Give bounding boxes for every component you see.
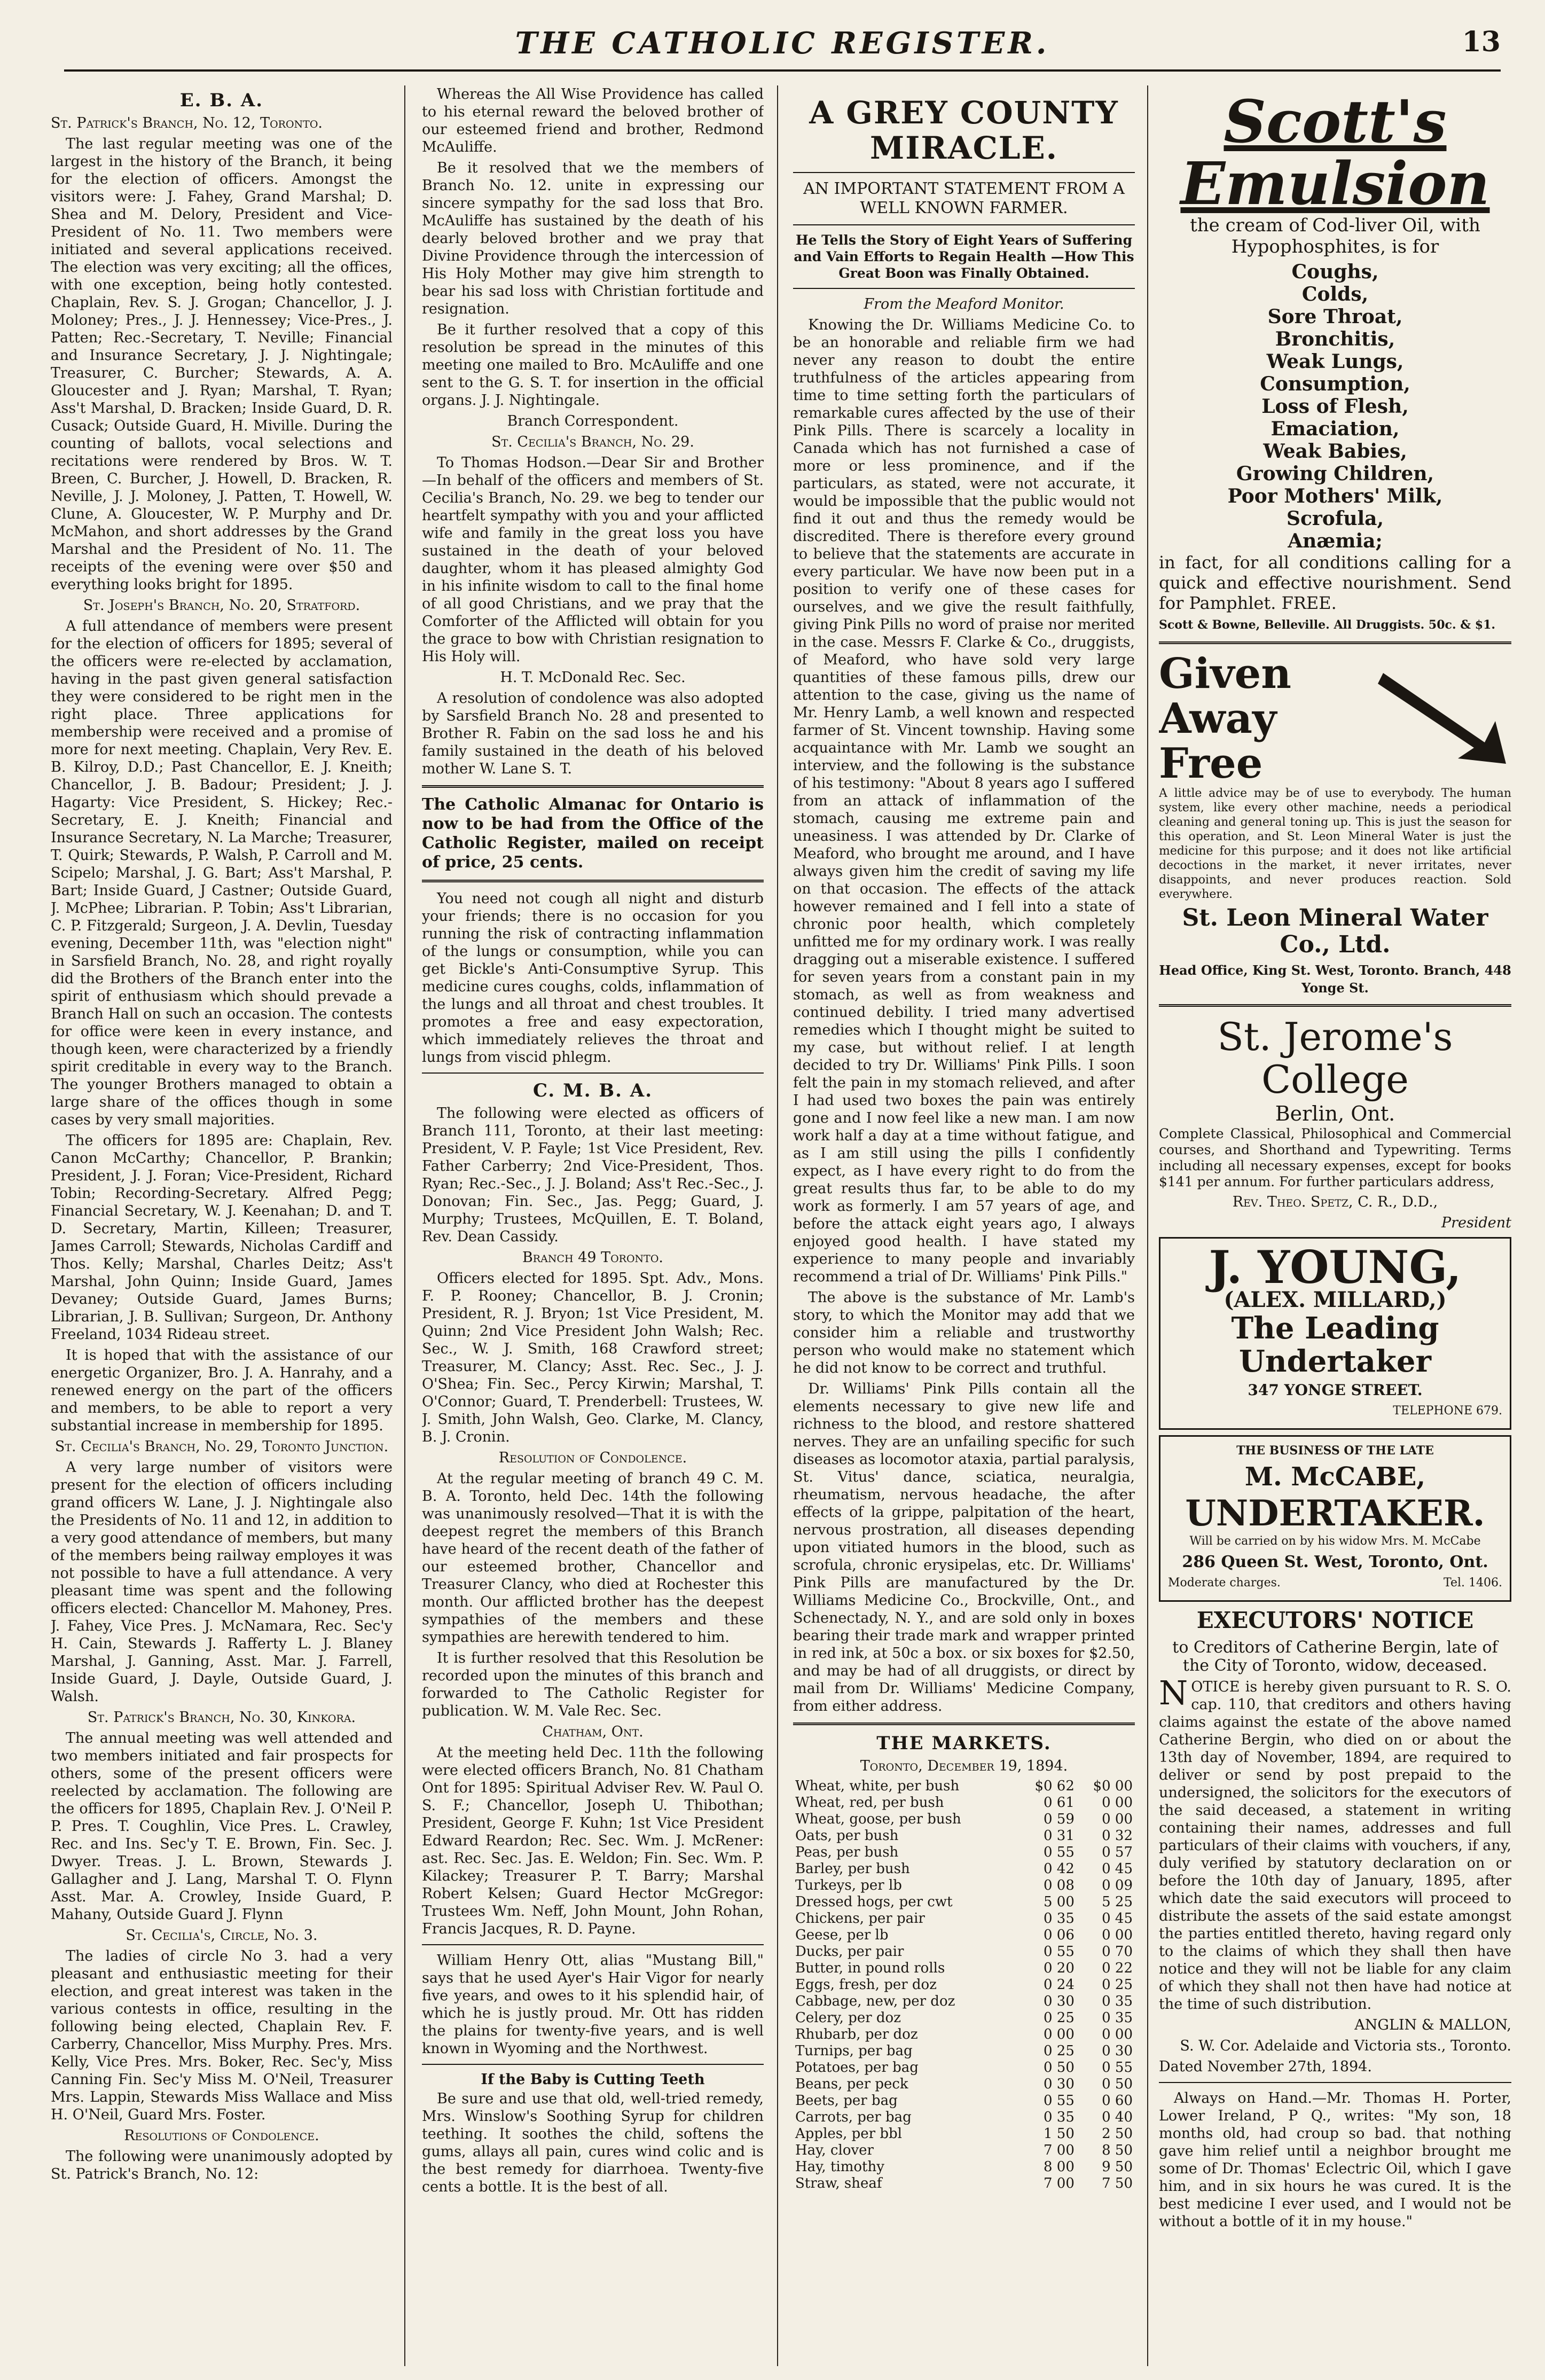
market-price: 0 57 (1102, 1844, 1133, 1860)
market-price: 0 55 (1044, 2093, 1075, 2109)
market-row (793, 1894, 1135, 1911)
article-paragraph: Knowing the Dr. Williams Medicine Co. to be an honorable and reliable firm we had never any reason to doubt the entire truthfulness of the articles appearing from time to time setting forth the particulars of remarkable cures affected by the use of their Pink Pills. There is scarcely a locality in Canada which has not furnished a case of more or less prominence, and if the particulars, as stated, were not accurate, it would be impossible that the public would not find it out and thus the remedy would be discredited. There is therefore every ground to believe that the statements are accurate in every particular. We have now been put in a position to verify one of these cases for ourselves, and we give the result faithfully, giving Pink Pills no word of praise nor merited in the case. Messrs F. Clarke & Co., druggists, of Meaford, who have sold very large quantities of these famous pills, drew our attention to the case, giving us the name of Mr. Henry Lamb, a well known and respected farmer of St. Vincent township. Having some acquaintance with Mr. Lamb we sought an interview, and the following is the substance of his testimony: "About 8 years ago I suffered from an attack of inflammation of the stomach, causing me extreme pain and uneasiness. I was attended by Dr. Clarke of Meaford, who brought me around, and I have always given him the credit of saving my life on that occasion. The effects of the attack however remained and I fell into a state of chronic poor health, which completely unfitted me for my ordinary work. I was really dragging out a miserable existence. I suffered for seven years from a constant pain in my stomach, as well as from weakness and continued debility. I tried many advertised remedies which I thought might be suited to my case, but without relief. I at length decided to try Dr. Williams' Pink Pills. I soon felt the pain in my stomach relieved, and after I had used two boxes the pain was entirely gone and I now feel like a new man. I am now work half a day at a time without fatigue, and as I am still using the pills I confidently expect, as I have every right to do from the great results thus far, to be able to do my work as formerly. I am 57 years of age, and before the attack eight years ago, I always enjoyed good health. I have stated my experience to many people and invariably recommend a trial of Dr. Williams' Pink Pills." (793, 317, 1135, 1285)
market-price: 0 22 (1102, 1960, 1133, 1976)
market-row (793, 1977, 1135, 1993)
mccabe-undertaker: UNDERTAKER. (1185, 1492, 1485, 1534)
article-paragraph: It is hoped that with the assistance of our energetic Organizer, Bro. J. A. Hanrahy, and a renewed energy on the part of the officers and members, to be able to report a very substantial increase in membership for 1895. (51, 1347, 393, 1434)
ailment-item: Consumption, (1260, 373, 1410, 395)
market-price: 0 45 (1102, 1911, 1133, 1927)
market-price: 7 00 (1044, 2175, 1075, 2191)
market-row (793, 1927, 1135, 1944)
mccabe-top: THE BUSINESS OF THE LATE (1236, 1444, 1434, 1458)
divider (793, 224, 1135, 225)
st-leon-address: Head Office, King St. West, Toronto. Branch, 448 Yonge St. (1159, 962, 1511, 996)
market-price: 0 55 (1102, 2060, 1133, 2076)
given-word: Given (1159, 649, 1291, 698)
mccabe-ad (1159, 1435, 1511, 1602)
executors-notice-title: EXECUTORS' NOTICE (1196, 1607, 1474, 1633)
ailment-item: Coughs, (1291, 261, 1379, 283)
young-tagline: The Leading Undertaker (1231, 1311, 1439, 1379)
market-item: Hay, clover (795, 2142, 874, 2158)
ailment-item: Weak Babies, (1263, 440, 1407, 463)
scotts-tail: in fact, for all conditions calling for a quick and effective nourishment. Send for Pamphlet. FREE. (1159, 552, 1511, 613)
ailment-item: Sore Throat, (1267, 306, 1403, 328)
market-row (793, 2093, 1135, 2109)
article-paragraph: Be it resolved that we the members of Branch No. 12. unite in expressing our sincere sympathy for the sad loss that Bro. McAuliffe has sustained by the death of his dearly beloved brother and we pray that Divine Providence through the intercession of His Holy Mother may give him strength to bear his sad loss with Christian fortitude and resignation. (422, 160, 764, 317)
market-price: 5 00 (1044, 1894, 1075, 1910)
column-2 (422, 85, 764, 2377)
market-price: 2 50 (1102, 2126, 1133, 2142)
divider (1159, 641, 1511, 644)
branch-heading: Chatham, Ont. (542, 1724, 644, 1740)
market-item: Straw, sheaf (795, 2175, 882, 2191)
article-paragraph: The following were elected as officers of Branch 111, Toronto, at their last meeting: President, V. P. Fayle; 1st Vice President, Rev. Father Carberry; 2nd Vice-President, Thos. Ryan; Rec.-Sec., J. J. Boland; Ass't Rec.-Sec., J. Donovan; Fin. Sec., Jas. Pegg; Guard, J. Murphy; Trustees, McQuillen, E. T. Boland, Rev. Dean Cassidy. (422, 1105, 764, 1245)
article-paragraph: Whereas the All Wise Providence has called to his eternal reward the beloved brother of our esteemed friend and brother, Redmond McAuliffe. (422, 86, 764, 155)
market-price: 0 31 (1044, 1828, 1075, 1844)
article-paragraph: To Thomas Hodson.—Dear Sir and Brother —In behalf of the officers and members of St. Cecilia's Branch, No. 29. we beg to tender our heartfelt sympathy with you and your afflicted wife and family in the great loss you have sustained in the death of your beloved daughter, whom it has pleased almighty God in his infinite wisdom to call to the final home of all good Christians, and we pray that the Comforter of the Afflicted will obtain for you the grace to bow with Christian resignation to His Holy will. (422, 455, 764, 665)
section-subheading: Resolution of Condolence. (498, 1450, 687, 1466)
section-heading-cmba: C. M. B. A. (532, 1080, 653, 1101)
st-jeromes-signature: Rev. Theo. Spetz, C. R., D.D., (1232, 1194, 1438, 1210)
divider (1159, 1004, 1511, 1007)
market-price: 0 55 (1044, 1944, 1075, 1960)
mccabe-charges: Moderate charges. (1168, 1576, 1281, 1590)
article-paragraph: At the meeting held Dec. 11th the following were elected officers Branch, No. 81 Chatham Ont for 1895: Spiritual Adviser Rev. W. Paul O. S. F.; Chancellor, Joseph U. Thibothan; President, George F. Kuhn; 1st Vice President Edward Reardon; Rec. Sec. Wm. J. McRener: ast. Rec. Sec. Jas. E. Weldon; Fin. Sec. Wm. P. Kilackey; Treasurer P. T. Barry; Marshal Robert Kelsen; Guard Hector McGregor: Trustees Wm. Neff, John Mount, John Rohan, Francis Jacques, R. D. Payne. (422, 1744, 764, 1937)
market-price: 0 42 (1044, 1861, 1075, 1877)
ailment-item: Loss of Flesh, (1261, 395, 1409, 418)
market-item: Turkeys, per lb (795, 1877, 902, 1893)
executors-date: Dated November 27th, 1894. (1159, 2058, 1372, 2075)
market-item: Beans, per peck (795, 2076, 908, 2092)
market-price: 0 06 (1044, 1927, 1075, 1943)
st-leon-name: St. Leon Mineral Water Co., Ltd. (1182, 904, 1488, 958)
market-row (793, 1811, 1135, 1828)
executors-notice-text: NOTICE is hereby given pursuant to R. S. O. cap. 110, that creditors and others having claims against the estate of the above named Catherine Bergin, who died on or about the 13th day of November, 1894, are required to deliver or send by post prepaid to the undersigned, the solicitors for the executors of the said deceased, a statement in writing containing their names, addresses and full particulars of their claims with vouchers, if any, duly verified by statutory declaration on or before the 10th day of January, 1895, after which date the said executors will proceed to distribute the assets of the said estate amongst the parties entitled thereto, having regard only to the claims of which they shall then have notice and they will not be liable for any claim of which they shall not then have had notice at the time of such distribution. (1159, 1673, 1511, 2013)
section-subheading: Resolutions of Condolence. (124, 2127, 319, 2144)
article-headline: A GREY COUNTY MIRACLE. (809, 95, 1119, 166)
almanac-notice: The Catholic Almanac for Ontario is now to be had from the Office of the Catholic Register, mailed on receipt of price, 25 cents. (422, 795, 764, 872)
young-sub: (ALEX. MILLARD,) (1224, 1287, 1447, 1312)
market-price: 0 45 (1102, 1861, 1133, 1877)
article-paragraph: Officers elected for 1895. Spt. Adv., Mons. F. P. Rooney; Chancellor, B. J. Cronin; President, R. J. Bryon; 1st Vice President, M. Quinn; 2nd Vice President John Walsh; Rec. Sec., W. J. Smith, 168 Crawford street; Treasurer, M. Clancy; Asst. Rec. Sec., J. J. O'Shea; Fin. Sec., Percy Kirwin; Marshal, T. O'Connor; Guard, T. Prenderbell: Trustees, W. J. Smith, John Walsh, Geo. Clarke, M. Clancy, B. J. Cronin. (422, 1270, 764, 1445)
column-rule (1147, 85, 1148, 2366)
advertisement-soothing-syrup: Be sure and use that old, well-tried remedy, Mrs. Winslow's Soothing Syrup for children teething. It soothes the child, softens the gums, allays all pain, cures wind colic and is the best remedy for diarrhoea. Twenty-five cents a bottle. It is the best of all. (422, 2091, 764, 2195)
article-subheadline: AN IMPORTANT STATEMENT FROM A WELL KNOWN FARMER. (803, 179, 1125, 217)
divider (793, 288, 1135, 289)
divider (793, 172, 1135, 173)
market-item: Wheat, red, per bush (795, 1795, 944, 1811)
market-item: Geese, per lb (795, 1927, 889, 1943)
market-price: 0 00 (1102, 1795, 1133, 1811)
eclectric-oil-ad: Always on Hand.—Mr. Thomas H. Porter, Lower Ireland, P Q., writes: "My son, 18 months old, had croup so bad. that nothing gave him relief until a neighbor brought me some of Dr. Thomas' Eclectric Oil, which I gave him, and in six hours he was cured. It is the best medicine I ever used, and I would not be without a bottle of it in my house." (1159, 2090, 1511, 2230)
divider (422, 880, 764, 882)
market-row (793, 2175, 1135, 2192)
ailment-item: Bronchitis, (1275, 328, 1395, 350)
market-price: 0 00 (1102, 2026, 1133, 2042)
market-item: Turnips, per bag (795, 2043, 913, 2059)
ailment-item: Scrofula, (1286, 507, 1384, 530)
market-row (793, 1960, 1135, 1977)
article-paragraph: The officers for 1895 are: Chaplain, Rev. Canon McCarthy; Chancellor, P. Brankin; President, J. J. Foran; Vice-President, Richard Tobin; Recording-Secretary. Alfred Pegg; Financial Secretary, W. J. Keenahan; D. and T. D. Secretary, Martin, Killeen; Treasurer, James Carroll; Stewards, Nicholas Cardiff and Thos. Kelly; Marshal, Charles Deitz; Ass't Marshal, John Quinn; Inside Guard, James Devaney; Outside Guard, James Burns; Librarian, J. B. Sullivan; Surgeon, Dr. Anthony Freeland, 1034 Rideau street. (51, 1132, 393, 1343)
market-item: Eggs, fresh, per doz (795, 1977, 937, 1993)
market-price: 0 59 (1044, 1811, 1075, 1827)
market-price: 0 32 (1102, 1828, 1133, 1844)
branch-heading: St. Cecilia's, Circle, No. 3. (126, 1927, 318, 1944)
article-paragraph: The last regular meeting was one of the largest in the history of the Branch, it being for the election of officers. Amongst the visitors were: J. Fahey, Grand Marshal; D. Shea and M. Delory, President and Vice-President of No. 11. Two members were initiated and several applications received. The election was very exciting; all the offices, with one exception, being hotly contested. Chaplain, Rev. S. J. Grogan; Chancellor, J. J. Moloney; Pres., J. J. Hennessey; Vice-Pres., J. Patten; Rec.-Secretary, T. Neville; Financial and Insurance Secretary, J. J. Nightingale; Treasurer, C. Burcher; Stewards, A. A. Gloucester and J. Ryan; Marshal, T. Ryan; Ass't Marshal, D. Bracken; Inside Guard, D. R. Cusack; Outside Guard, H. Miville. During the counting of ballots, vocal selections and recitations were rendered by Bros. W. T. Breen, C. Burcher, J. Howell, D. Bracken, R. Neville, J. J. Moloney, J. Patten, T. Howell, W. Clune, A. Gloucester, W. P. Murphy and Dr. McMahon, and short addresses by the Grand Marshal and the President of No. 11. The receipts of the evening were over $50 and everything looks bright for 1895. (51, 136, 393, 593)
market-price: 7 50 (1102, 2175, 1133, 2191)
st-jeromes-title: St. Jerome's College (1217, 1014, 1453, 1102)
market-price: 0 20 (1044, 1960, 1075, 1976)
article-paragraph: A very large number of visitors were present for the election of officers including grand officers W. Lane, J. J. Nightingale also the Presidents of No. 11 and 12, in addition to a very good attendance of members, but many of the members being railway employes it was not possible to have a full attendance. A very pleasant time was spent and the following officers elected: Chancellor M. Mahoney, Pres. J. Fahey, Vice Pres. J. McNamara, Rec. Sec'y H. Cain, Stewards J. Rafferty L. J. Blaney Marshal, J. Ganning, Asst. Mar. J. Farrell, Inside Guard, J. Dayle, Outside Guard, J. Walsh. (51, 1459, 393, 1705)
advertisement-syrup: You need not cough all night and disturb your friends; there is no occasion for you running the risk of contracting inflammation of the lungs or consumption, while you can get Bickle's Anti-Consumptive Syrup. This medicine cures coughs, colds, inflammation of the lungs and all throat and chest troubles. It promotes a free and easy expectoration, which immediately relieves the throat and lungs from viscid phlegm. (422, 890, 764, 1066)
section-heading-eba: E. B. A. (179, 90, 264, 111)
market-item: Rhubarb, per doz (795, 2026, 918, 2042)
arrow-icon (1378, 662, 1506, 764)
branch-heading: St. Cecilia's Branch, No. 29. (491, 434, 694, 450)
market-price: 0 00 (1044, 2026, 1075, 2042)
given-text: A little advice may be of use to everybody. The human system, like every other machine, needs a periodical cleaning and general toning up. This is just the season for this operation, and St. Leon Mineral Water is just the medicine for this purpose; and it does not like artificial decoctions in the market, it never irritates, never disappoints, and never produces reaction. Sold everywhere. (1159, 787, 1511, 901)
market-item: Celery, per doz (795, 2010, 901, 2026)
market-price: 0 70 (1102, 1944, 1133, 1960)
column-3 (793, 85, 1135, 2377)
market-price: 0 00 (1102, 1811, 1133, 1827)
away-word: Away (1159, 694, 1277, 743)
branch-heading: Branch 49 Toronto. (522, 1249, 664, 1266)
market-price: 7 00 (1044, 2142, 1075, 2158)
ailment-item: Growing Children, (1236, 463, 1434, 485)
mccabe-name: M. McCABE, (1244, 1462, 1426, 1492)
st-jeromes-text: Complete Classical, Philosophical and Commercial courses, and Shorthand and Typewriting. Terms including all necessary expenses, except for books $141 per annum. For further particulars address, (1159, 1126, 1511, 1189)
column-rule (404, 85, 405, 2366)
markets-table (793, 1778, 1135, 2192)
executors-address: S. W. Cor. Adelaide and Victoria sts., Toronto. (1180, 2038, 1511, 2054)
mccabe-text: Will be carried on by his widow Mrs. M. McCabe (1189, 1535, 1481, 1548)
market-price: 0 50 (1102, 2076, 1133, 2092)
ailment-list (1159, 261, 1511, 552)
market-row (793, 2076, 1135, 2093)
article-source: From the Meaford Monitor. (864, 296, 1064, 312)
divider (793, 1723, 1135, 1725)
market-price: 0 61 (1044, 1795, 1075, 1811)
market-price: 8 50 (1102, 2142, 1133, 2158)
column-1 (51, 85, 393, 2377)
st-jeromes-city: Berlin, Ont. (1275, 1102, 1395, 1125)
market-item: Beets, per bag (795, 2093, 898, 2109)
market-item: Chickens, per pair (795, 1911, 925, 1927)
article-paragraph: It is further resolved that this Resolution be recorded upon the minutes of this branch and forwarded to The Catholic Register for publication. W. M. Vale Rec. Sec. (422, 1650, 764, 1719)
signature: H. T. McDonald Rec. Sec. (500, 669, 686, 686)
article-paragraph: The annual meeting was well attended and two members initiated and fair prospects for others, some of the present officers were reelected by acclamation. The following are the officers for 1895, Chaplain Rev. J. O'Neil P. P. Pres. T. Coughlin, Vice Pres. L. Crawley, Rec. and Ins. Sec'y T. E. Brown, Fin. Sec. J. Dwyer. Treas. J. L. Brown, Stewards J. Gallagher and J. Lang, Marshal T. O. Flynn Asst. Mar. A. Crowley, Inside Guard, P. Mahany, Outside Guard J. Flynn (51, 1730, 393, 1923)
article-paragraph: Dr. Williams' Pink Pills contain all the elements necessary to give new life and richness to the blood, and restore shattered nerves. They are an unfailing specific for such diseases as locomotor ataxia, partial paralysis, St. Vitus' dance, sciatica, neuralgia, rheumatism, nervous headache, the after effects of la grippe, palpitation of the heart, nervous prostration, all diseases depending upon vitiated humors in the blood, such as scrofula, chronic erysipelas, etc. Dr. Williams' Pink Pills are manufactured by the Dr. Williams Medicine Co., Brockville, Ont., and Schenectady, N. Y., and are sold only in boxes bearing their trade mark and wrapper printed in red ink, at 50c a box. or six boxes for $2.50, and may be had of all druggists, or direct by mail from Dr. Williams' Medicine Company, from either address. (793, 1381, 1135, 1714)
market-price: 0 30 (1044, 1993, 1075, 2009)
advertisement-heading: If the Baby is Cutting Teeth (481, 2071, 705, 2088)
market-price: 0 25 (1044, 2010, 1075, 2026)
markets-date: Toronto, December 19, 1894. (860, 1758, 1068, 1774)
market-row (793, 1844, 1135, 1861)
market-row (793, 1828, 1135, 1844)
column-rule (777, 85, 778, 2366)
article-paragraph: The ladies of circle No 3. had a very pleasant and enthusiastic meeting for their election, and great interest was taken in the various contests in office, resulting in the following being elected, Chaplain Rev. F. Carberry, Chancellor, Miss Murphy. Pres. Mrs. Kelly, Vice Pres. Mrs. Boker, Rec. Sec'y, Miss Canning Fin. Sec'y Miss M. O'Neil, Treasurer Mrs. Lappin, Stewards Miss Wallace and Miss H. O'Neil, Guard Mrs. Foster. (51, 1948, 393, 2123)
market-price: 0 40 (1102, 2109, 1133, 2125)
newspaper-title: THE CATHOLIC REGISTER. (515, 26, 1050, 61)
article-paragraph: At the regular meeting of branch 49 C. M. B. A. Toronto, held Dec. 14th the following was unanimously resolved—That it is with the deepest regret the members of this Branch have heard of the recent death of the father of our esteemed brother, Chancellor and Treasurer Clancy, who died at Rochester this month. Our afflicted brother has the deepest sympathies of the members and these sympathies are herewith tendered to him. (422, 1470, 764, 1646)
article-paragraph: Be it further resolved that a copy of this resolution be spread in the minutes of this meeting one mailed to Bro. McAuliffe and one sent to the G. S. T. for insertion in the official organs. J. J. Nightingale. (422, 322, 764, 409)
ailment-item: Weak Lungs, (1266, 350, 1404, 373)
market-item: Dressed hogs, per cwt (795, 1894, 953, 1910)
market-row (793, 1993, 1135, 2010)
market-price: 9 50 (1102, 2159, 1133, 2175)
mccabe-footer (1168, 1574, 1502, 1592)
market-row (793, 1944, 1135, 1960)
article-paragraph: A resolution of condolence was also adopted by Sarsfield Branch No. 28 and presented to Brother R. Fabin on the sad loss he and his family sustained in the death of his beloved mother W. Lane S. T. (422, 690, 764, 777)
market-item: Butter, in pound rolls (795, 1960, 945, 1976)
market-price: 0 60 (1102, 2093, 1133, 2109)
ailment-item: Poor Mothers' Milk, (1227, 485, 1443, 507)
ailment-item: Colds, (1301, 283, 1369, 306)
scotts-footer: Scott & Bowne, Belleville. All Druggists. 50c. & $1. (1159, 618, 1496, 632)
market-row (793, 2060, 1135, 2076)
market-price: 0 25 (1044, 2043, 1075, 2059)
markets-heading: THE MARKETS. (876, 1733, 1052, 1754)
market-row (793, 1877, 1135, 1894)
market-price: 0 30 (1044, 2076, 1075, 2092)
executors-notice-subtitle: to Creditors of Catherine Bergin, late of the City of Toronto, widow, deceased. (1172, 1638, 1498, 1675)
market-item: Hay, timothy (795, 2159, 884, 2175)
market-price: $0 62 (1034, 1778, 1075, 1794)
market-item: Cabbage, new, per doz (795, 1993, 955, 2009)
market-item: Potatoes, per bag (795, 2060, 919, 2076)
young-ad (1159, 1237, 1511, 1430)
article-paragraph: The above is the substance of Mr. Lamb's story, to which the Monitor may add that we consider him a reliable and trustworthy person who would make no statement which he did not know to be correct and truthful. (793, 1289, 1135, 1376)
branch-heading: St. Patrick's Branch, No. 12, Toronto. (51, 115, 323, 131)
mccabe-address: 286 Queen St. West, Toronto, Ont. (1182, 1553, 1488, 1571)
st-jeromes-role: President (1441, 1215, 1511, 1231)
market-row (793, 2026, 1135, 2043)
market-price: 0 35 (1044, 1911, 1075, 1927)
divider (422, 785, 764, 788)
market-price: 0 55 (1044, 1844, 1075, 1860)
market-row (793, 2043, 1135, 2060)
market-item: Oats, per bush (795, 1828, 899, 1844)
market-price: 1 50 (1044, 2126, 1075, 2142)
market-price: 0 35 (1044, 2109, 1075, 2125)
market-price: 0 50 (1044, 2060, 1075, 2076)
market-price: 5 25 (1102, 1894, 1133, 1910)
market-item: Barley, per bush (795, 1861, 910, 1877)
market-price: 0 35 (1102, 1993, 1133, 2009)
signature: Branch Correspondent. (507, 413, 679, 429)
market-price: $0 00 (1093, 1778, 1133, 1794)
market-item: Carrots, per bag (795, 2109, 912, 2125)
page-number: 13 (1462, 26, 1501, 58)
market-item: Wheat, goose, per bush (795, 1811, 961, 1827)
divider (422, 1072, 764, 1074)
ailment-item: Anæmia; (1288, 530, 1383, 552)
divider (422, 1944, 764, 1945)
branch-heading: St. Cecilia's Branch, No. 29, Toronto Junction. (54, 1438, 389, 1455)
market-item: Peas, per bush (795, 1844, 899, 1860)
market-item: Apples, per bbl (795, 2126, 902, 2142)
market-price: 8 00 (1044, 2159, 1075, 2175)
article-paragraph: A full attendance of members were present for the election of officers for 1895; several of the officers were re-elected by acclamation, having in the past given general satisfaction they were considered to be right men in the right place. Three applications for membership were received and a promise of more for next meeting. Chaplain, Very Rev. E. B. Kilroy, D.D.; Past Chancellor, E. J. Kneith; Chancellor, J. B. Badour; President; J. J. Hagarty: Vice President, S. Hickey; Rec.-Secretary, E. J. Kneith; Financial and Insurance Secretary, N. La Marche; Treasurer, T. Quirk; Stewards, P. Walsh, P. Carroll and M. Scipelo; Marshal, J. G. Bart; Ass't Marshal, P. Bart; Inside Guard, J Castner; Outside Guard, J. McPhee; Librarian. P. Tobin; Ass't Librarian, C. P. Fitzgerald; Surgeon, J. A. Devlin, Tuesday evening, December 11th, was "election night" in Sarsfield Branch, No. 28, and right royally did the Brothers of the Branch enter into the spirit of enthusiasm which should prevade a Branch Hall on such an occasion. The contests for office were keen in every instance, and though keen, were characterized by a friendly spirit creditable in every way to the Branch. The younger Brothers managed to obtain a large share of the offices though in some cases by very small majorities. (51, 618, 393, 1128)
branch-heading: St. Joseph's Branch, No. 20, Stratford. (83, 597, 360, 614)
market-row (793, 1795, 1135, 1811)
market-item: Ducks, per pair (795, 1944, 904, 1960)
column-4 (1159, 85, 1511, 2377)
market-row (793, 1778, 1135, 1795)
market-price: 0 25 (1102, 1977, 1133, 1993)
market-row (793, 1861, 1135, 1877)
branch-heading: St. Patrick's Branch, No. 30, Kinkora. (87, 1709, 356, 1726)
market-price: 0 00 (1102, 1927, 1133, 1943)
market-price: 0 08 (1044, 1877, 1075, 1893)
market-price: 0 30 (1102, 2043, 1133, 2059)
scotts-intro: the cream of Cod-liver Oil, with Hypophosphites, is for (1190, 215, 1480, 257)
article-deck: He Tells the Story of Eight Years of Suffering and Vain Efforts to Regain Health —How This Great Boon was Finally Obtained. (794, 232, 1134, 281)
given-away-ad (1159, 649, 1511, 788)
executors-signature: ANGLIN & MALLON, (1354, 2017, 1511, 2033)
divider (422, 2064, 764, 2065)
market-row (793, 2126, 1135, 2142)
free-word: Free (1159, 739, 1263, 788)
advertisement-hair-vigor: William Henry Ott, alias "Mustang Bill," says that he used Ayer's Hair Vigor for nearly five years, and owes to it his splendid hair, of which he is justly proud. Mr. Ott has ridden the plains for twenty-five years, and is well known in Wyoming and the Northwest. (422, 1952, 764, 2057)
divider (1159, 2082, 1511, 2083)
market-price: 0 09 (1102, 1877, 1133, 1893)
young-telephone: TELEPHONE 679. (1393, 1404, 1502, 1418)
young-address: 347 YONGE STREET. (1248, 1381, 1423, 1399)
market-row (793, 2109, 1135, 2126)
mccabe-telephone: Tel. 1406. (1444, 1576, 1502, 1590)
masthead (64, 26, 1501, 72)
market-row (793, 2159, 1135, 2175)
scotts-emulsion-title: Scott's Emulsion (1180, 87, 1490, 218)
market-row (793, 2142, 1135, 2159)
market-item: Wheat, white, per bush (795, 1778, 960, 1794)
market-price: 0 35 (1102, 2010, 1133, 2026)
young-name: J. YOUNG, (1209, 1241, 1462, 1294)
ailment-item: Emaciation, (1270, 418, 1400, 440)
market-row (793, 2010, 1135, 2026)
article-paragraph: The following were unanimously adopted by St. Patrick's Branch, No. 12: (51, 2148, 393, 2182)
market-price: 0 24 (1044, 1977, 1075, 1993)
market-row (793, 1911, 1135, 1927)
